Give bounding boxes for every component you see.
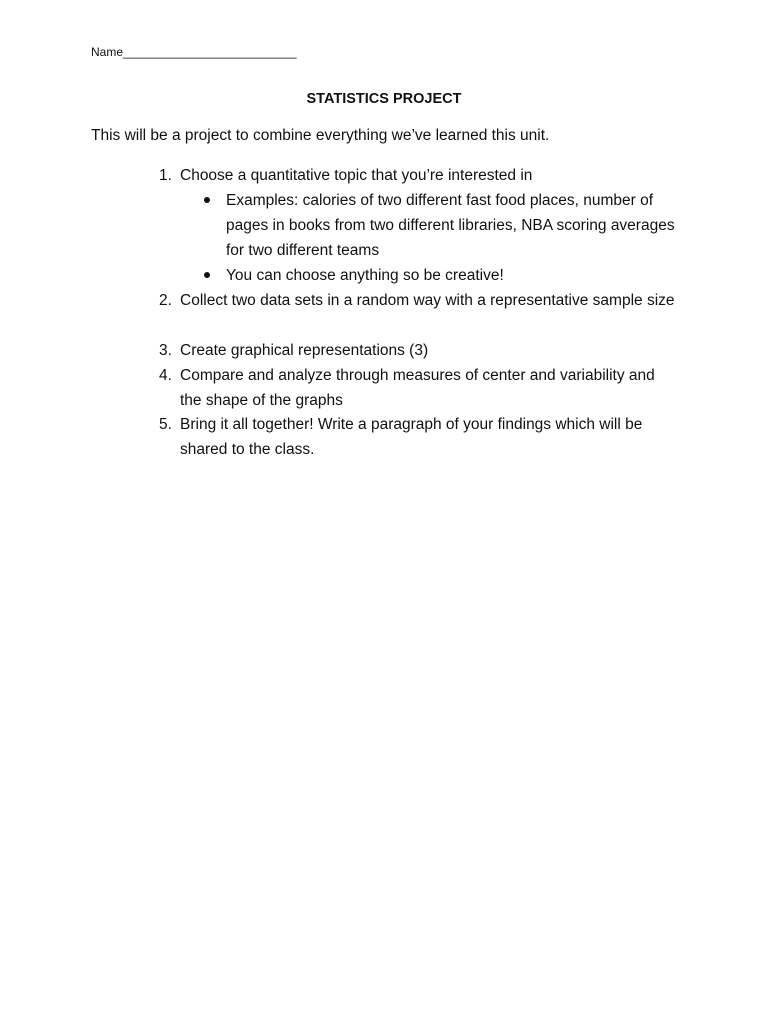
intro-paragraph: This will be a project to combine everything we’ve learned this unit. [91,127,550,144]
bullet-icon [204,197,210,203]
list-item-number: 1. [159,167,172,184]
list-item-text: Collect two data sets in a random way with a representative sample size [180,292,675,309]
list-item-text: Compare and analyze through measures of center and variability and the shape of the graphs [180,367,655,409]
list-item-text: Create graphical representations (3) [180,342,429,359]
list-item-number: 5. [159,416,172,433]
sub-list-item-text: Examples: calories of two different fast food places, number of pages in books from two different libraries, NBA scoring averages for two different teams [226,192,675,259]
bullet-icon [204,272,210,278]
list-item-number: 2. [159,292,172,309]
page-title [0,91,768,107]
sub-list-item-text: You can choose anything so be creative! [226,267,504,284]
list-item-number: 4. [159,367,172,384]
list-item-text: Choose a quantitative topic that you’re interested in [180,167,533,184]
name-field-label: Name__________________________ [91,45,297,59]
page-title-text: STATISTICS PROJECT [306,91,462,107]
list-item-text: Bring it all together! Write a paragraph of your findings which will be shared to the class. [180,416,643,458]
list-item-number: 3. [159,342,172,359]
